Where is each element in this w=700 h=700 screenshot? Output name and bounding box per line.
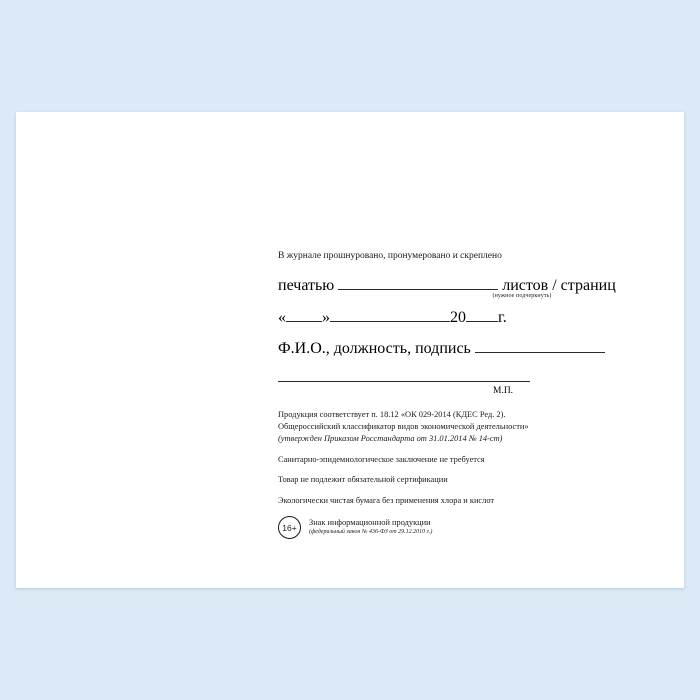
document-page — [16, 112, 684, 588]
certification-notice: Товар не подлежит обязательной сертификации — [278, 475, 448, 485]
age-mark-law: (федеральный закон № 436-ФЗ от 29.12.2010 г.) — [309, 529, 433, 536]
date-suffix: г. — [498, 308, 507, 326]
sheets-label: листов / страниц — [502, 276, 616, 294]
date-month-field[interactable] — [330, 312, 450, 322]
age-mark-title: Знак информационной продукции — [309, 518, 431, 528]
underline-hint: (нужное подчеркнуть) — [492, 292, 552, 299]
certification-block — [278, 250, 648, 396]
date-quote-close: » — [322, 308, 330, 326]
okved-line-3: (утвержден Приказом Росстандарта от 31.01.2014 № 14-ст) — [278, 433, 503, 443]
date-row — [278, 309, 648, 327]
notices-block — [278, 409, 648, 540]
signature-label: Ф.И.О., должность, подпись — [278, 339, 471, 357]
okved-line-1: Продукция соответствует п. 18.12 «ОК 029-2014 (КДЕС Ред. 2). — [278, 409, 506, 419]
signature-field[interactable] — [475, 343, 605, 353]
signature-row — [278, 340, 648, 358]
spacer — [278, 302, 648, 309]
signature-field-second-line[interactable] — [278, 371, 530, 382]
spacer — [278, 358, 648, 371]
seal-label: печатью — [278, 276, 335, 294]
spacer — [278, 268, 648, 277]
date-day-field[interactable] — [286, 312, 322, 322]
age-mark-text — [309, 518, 432, 537]
okved-line-2: Общероссийский классификатор видов экономической деятельности» — [278, 421, 529, 431]
certification-line-1: В журнале прошнуровано, пронумеровано и скреплено — [278, 251, 502, 261]
age-mark-row — [278, 516, 648, 539]
date-quote-open: « — [278, 308, 286, 326]
age-rating-icon: 16+ — [278, 516, 301, 539]
date-year-label: 20 — [450, 308, 466, 326]
date-year-field[interactable] — [466, 312, 498, 322]
sanitary-notice: Санитарно-эпидемиологическое заключение не требуется — [278, 454, 485, 464]
document-content — [278, 250, 648, 539]
seal-blank-field[interactable] — [338, 280, 498, 290]
ecology-notice: Экологически чистая бумага без применения хлора и кислот — [278, 496, 495, 506]
stamp-label: М.П. — [493, 385, 514, 396]
spacer — [278, 327, 648, 340]
spacer — [278, 396, 648, 409]
